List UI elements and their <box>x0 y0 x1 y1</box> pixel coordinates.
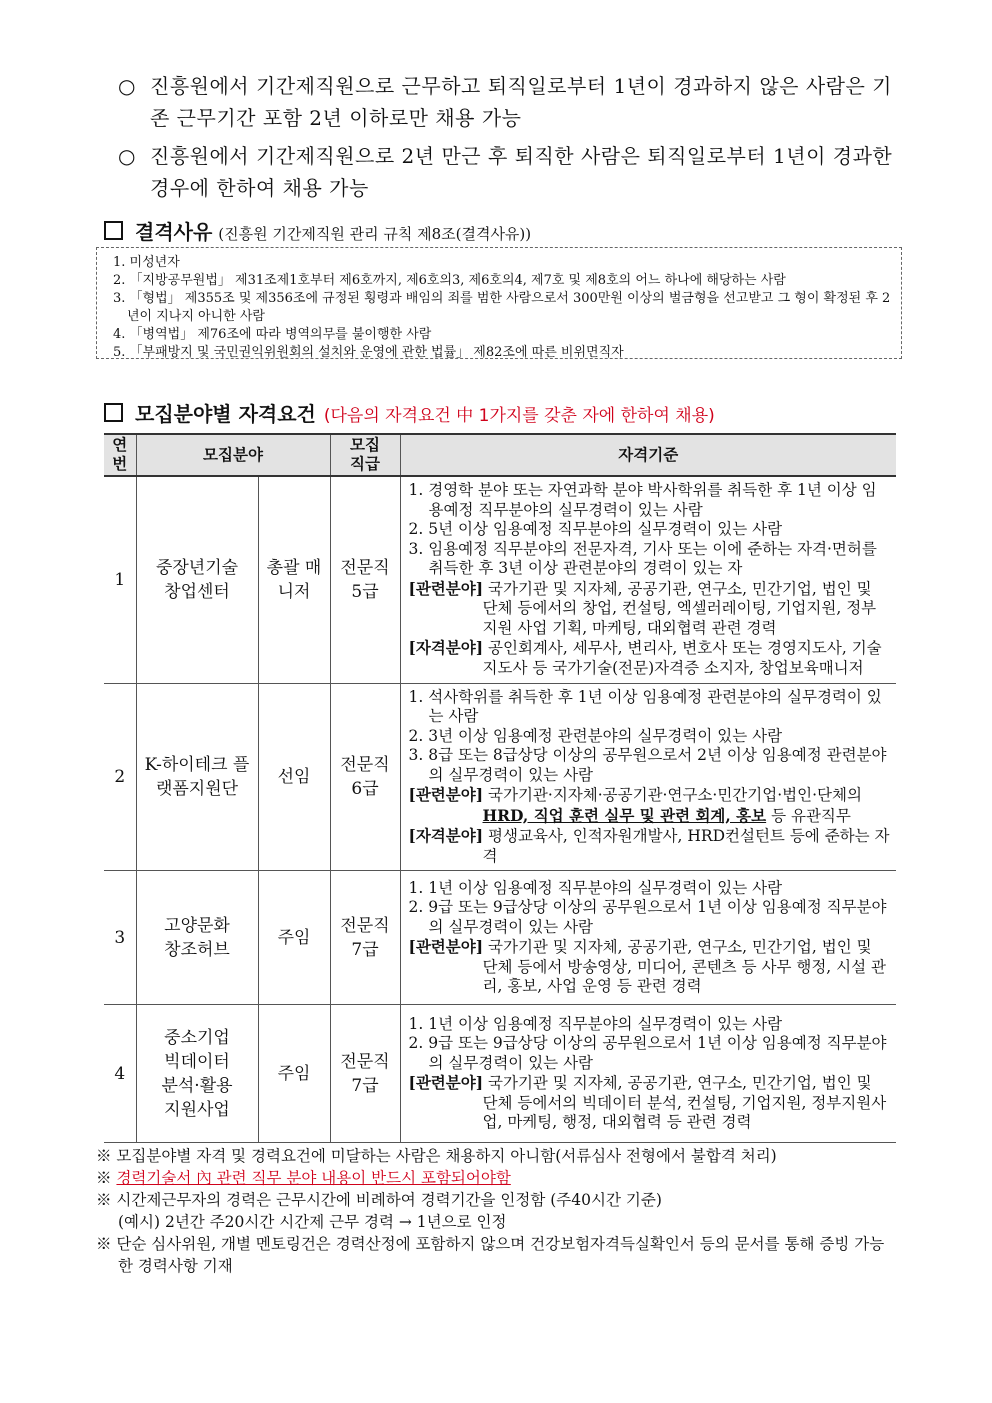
row-no: 2 <box>104 683 136 871</box>
row-grade-label: 전문직 5급 <box>340 557 390 602</box>
circle-bullet-icon: ○ <box>118 144 136 168</box>
criteria-item: 3. 임용예정 직무분야의 전문자격, 기사 또는 이에 준하는 자격·면허를 취득한 후 3년 이상 관련분야의 경력이 있는 자 <box>408 539 877 578</box>
related-text: 국가기관·지자체·공공기관·연구소·민간기업·법인·단체의 <box>488 786 862 804</box>
note-emphasis: 경력기술서 內 관련 직무 분야 내용이 반드시 포함되어야함 <box>116 1169 511 1187</box>
requirements-heading <box>104 398 715 427</box>
related-label: [관련분야] <box>408 1073 484 1092</box>
qual-text: 공인회계사, 세무사, 변리사, 변호사 또는 경영지도사, 기술지도사 등 국가기술(전문)자격증 소지자, 창업보육매니저 <box>482 639 882 677</box>
related-text: 등 유관직무 <box>771 806 851 825</box>
disqualify-item: 3. 「형법」 제355조 및 제356조에 규정된 횡령과 배임의 죄를 범한 사람으로서 300만원 이상의 벌금형을 선고받고 그 형이 확정된 후 2년이 지나지 아니한 사람 <box>113 291 891 324</box>
row-dept-label: K-하이테크 플랫폼지원단 <box>144 754 250 799</box>
note-item: ※ 시간제근무자의 경력은 근무시간에 비례하여 경력기간을 인정함 (주40시간 기준) <box>96 1191 662 1209</box>
header-grade <box>330 434 400 476</box>
header-no-label: 연번 <box>112 436 128 473</box>
footnotes <box>96 1145 896 1277</box>
header-no <box>104 434 136 476</box>
disqualify-heading <box>104 216 531 245</box>
criteria-item: 2. 5년 이상 임용예정 직무분야의 실무경력이 있는 사람 <box>408 520 783 539</box>
disqualify-item: 1. 미성년자 <box>113 255 180 270</box>
requirements-note: (다음의 자격요건 中 1가지를 갖춘 자에 한하여 채용) <box>323 406 715 426</box>
related-label: [관련분야] <box>408 937 484 956</box>
header-grade-label: 모집직급 <box>350 436 380 473</box>
row-grade-label: 전문직 7급 <box>340 915 390 960</box>
row-dept <box>136 871 258 1005</box>
row-no: 1 <box>104 476 136 683</box>
table-row <box>104 871 896 1005</box>
row-dept <box>136 476 258 683</box>
note-item: ※ 단순 심사위원, 개별 멘토링건은 경력산정에 포함하지 않으며 건강보험자격득실확인서 등의 문서를 통해 증빙 가능한 경력사항 기재 <box>96 1235 885 1275</box>
disqualify-box <box>96 247 902 359</box>
row-grade <box>330 683 400 871</box>
disqualify-ref: (진흥원 기간제직원 관리 규칙 제8조(결격사유)) <box>218 225 532 243</box>
row-role-label: 총괄 매니저 <box>266 557 322 602</box>
related-field <box>409 785 891 826</box>
qual-label: [자격분야] <box>408 826 484 845</box>
bullet-text: 진흥원에서 기간제직원으로 근무하고 퇴직일로부터 1년이 경과하지 않은 사람은 기존 근무기간 포함 2년 이하로만 채용 가능 <box>150 74 892 130</box>
row-role: 주임 <box>258 871 330 1005</box>
criteria-item: 1. 석사학위를 취득한 후 1년 이상 임용예정 관련분야의 실무경력이 있는 사람 <box>408 687 882 725</box>
square-box-icon <box>104 403 123 422</box>
row-criteria <box>400 1005 896 1143</box>
criteria-item: 1. 1년 이상 임용예정 직무분야의 실무경력이 있는 사람 <box>408 1014 783 1033</box>
criteria-item: 2. 9급 또는 9급상당 이상의 공무원으로서 1년 이상 임용예정 직무분야의 실무경력이 있는 사람 <box>408 898 887 936</box>
criteria-item: 1. 1년 이상 임용예정 직무분야의 실무경력이 있는 사람 <box>408 878 783 897</box>
row-no: 4 <box>104 1005 136 1143</box>
qualification-field <box>409 638 891 678</box>
row-criteria <box>400 683 896 871</box>
related-field <box>409 1073 891 1133</box>
related-label: [관련분야] <box>408 785 484 804</box>
qual-label: [자격분야] <box>408 638 484 658</box>
row-criteria <box>400 476 896 683</box>
row-grade-label: 전문직 7급 <box>340 1051 390 1096</box>
related-field <box>409 579 891 639</box>
row-dept <box>136 683 258 871</box>
qual-text: 평생교육사, 인적자원개발사, HRD컨설턴트 등에 준하는 자격 <box>482 827 890 865</box>
related-text: 국가기관 및 지자체, 공공기관, 연구소, 민간기업, 법인 및 단체 등에서의 빅데이터 분석, 컨설팅, 기업지원, 정부지원사업, 마케팅, 행정, 대외협력 등 관련 경력 <box>482 1074 887 1131</box>
bullet-text: 진흥원에서 기간제직원으로 2년 만근 후 퇴직한 사람은 퇴직일로부터 1년이 경과한 경우에 한하여 채용 가능 <box>150 144 893 200</box>
note-item: ※ 모집분야별 자격 및 경력요건에 미달하는 사람은 채용하지 아니함(서류심사 전형에서 불합격 처리) <box>96 1147 777 1165</box>
disqualify-item: 2. 「지방공무원법」 제31조제1호부터 제6호까지, 제6호의3, 제6호의4, 제7호 및 제8호의 어느 하나에 해당하는 사람 <box>113 273 786 288</box>
row-dept-label: 중장년기술 창업센터 <box>155 557 239 602</box>
table-row <box>104 476 896 683</box>
related-field <box>409 937 891 997</box>
table-row <box>104 1005 896 1143</box>
disqualify-item: 4. 「병역법」 제76조에 따라 병역의무를 불이행한 사람 <box>113 327 432 342</box>
circle-bullet-icon: ○ <box>118 74 136 98</box>
requirements-table <box>104 433 896 1143</box>
row-grade-label: 전문직 6급 <box>340 754 390 799</box>
table-header-row <box>104 434 896 476</box>
table-row <box>104 683 896 871</box>
disqualify-title: 결격사유 <box>135 220 213 244</box>
row-dept-label: 중소기업 빅데이터 분석·활용 지원사업 <box>161 1027 233 1120</box>
row-dept-label: 고양문화 창조허브 <box>164 915 230 960</box>
requirements-title: 모집분야별 자격요건 <box>135 402 316 426</box>
row-no: 3 <box>104 871 136 1005</box>
row-role <box>258 476 330 683</box>
criteria-item: 2. 9급 또는 9급상당 이상의 공무원으로서 1년 이상 임용예정 직무분야의 실무경력이 있는 사람 <box>408 1034 887 1072</box>
related-text: 국가기관 및 지자체, 공공기관, 연구소, 민간기업, 법인 및 단체 등에서 방송영상, 미디어, 콘텐츠 등 사무 행정, 시설 관리, 홍보, 사업 운영 등 관련 경력 <box>482 938 887 995</box>
criteria-item: 2. 3년 이상 임용예정 관련분야의 실무경력이 있는 사람 <box>408 726 783 745</box>
disqualify-item: 5. 「부패방지 및 국민권익위원회의 설치와 운영에 관한 법률」 제82조에 따른 비위면직자 <box>113 345 624 360</box>
square-box-icon <box>104 221 123 240</box>
criteria-item: 1. 경영학 분야 또는 자연과학 분야 박사학위를 취득한 후 1년 이상 임용예정 직무분야의 실무경력이 있는 사람 <box>408 481 877 519</box>
row-grade <box>330 871 400 1005</box>
criteria-item: 3. 8급 또는 8급상당 이상의 공무원으로서 2년 이상 임용예정 관련분야의 실무경력이 있는 사람 <box>408 746 887 784</box>
row-grade <box>330 1005 400 1143</box>
note-mark: ※ <box>96 1169 112 1187</box>
related-emphasis: HRD, 직업 훈련 실무 및 관련 회계, 홍보 <box>482 805 767 825</box>
related-text: 국가기관 및 지자체, 공공기관, 연구소, 민간기업, 법인 및 단체 등에서의 창업, 컨설팅, 엑셀러레이팅, 기업지원, 정부 지원 사업 기획, 마케팅, 대외협력 관련 경력 <box>482 579 877 637</box>
row-criteria <box>400 871 896 1005</box>
note-item <box>96 1167 896 1189</box>
related-label: [관련분야] <box>408 578 484 598</box>
bullet-item <box>118 70 908 134</box>
row-role: 주임 <box>258 1005 330 1143</box>
bullet-item <box>118 140 908 204</box>
row-dept <box>136 1005 258 1143</box>
row-role: 선임 <box>258 683 330 871</box>
row-grade <box>330 476 400 683</box>
qualification-field <box>409 826 891 866</box>
header-criteria: 자격기준 <box>400 434 896 476</box>
note-example: (예시) 2년간 주20시간 시간제 근무 경력 → 1년으로 인정 <box>118 1213 507 1231</box>
header-field: 모집분야 <box>136 434 330 476</box>
